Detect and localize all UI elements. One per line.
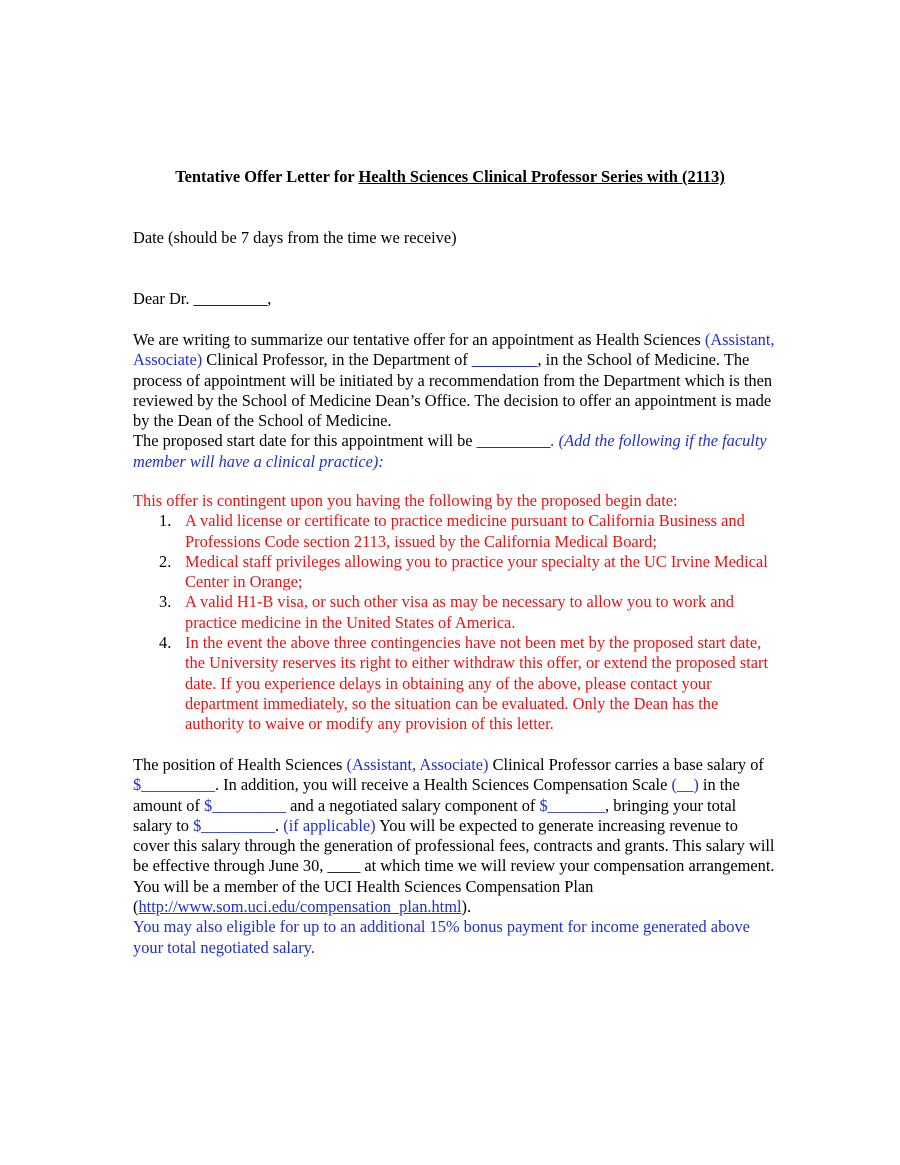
salary-text-7: . [275, 815, 284, 835]
salary-text-3: . In addition, you will receive a Health Sciences Compensation Scale [214, 775, 672, 795]
compensation-plan-link[interactable]: http://www.som.uci.edu/compensation_plan.html [138, 897, 462, 917]
salary-text-6: , bringing your total salary to [133, 795, 737, 835]
salary-text-9: ). [461, 897, 472, 917]
intro-text-1: We are writing to summarize our tentative offer for an appointment as Health Sciences [133, 330, 705, 349]
scale-blank: (__) [671, 775, 699, 795]
document-title [0, 167, 900, 187]
rank-placeholder: (Assistant, Associate) [133, 330, 775, 370]
list-text: A valid license or certificate to practice medicine pursuant to California Business and Professions Code section 2113, issued by the California Medical Board; [185, 511, 745, 551]
list-text: In the event the above three contingencies have not been met by the proposed start date, the University reserves its right to either withdraw this offer, or extend the proposed start date. If you experience delays in obtaining any of the above, please contact your department immediately, so the situation can be evaluated. Only the Dean has the authority to waive or modify any provision of this letter. [185, 633, 769, 734]
salutation: Dear Dr. _________, [133, 289, 272, 308]
start-date-blank: _________ [476, 431, 551, 451]
rank-placeholder: (Assistant, Associate) [346, 755, 489, 774]
list-number: 4. [159, 633, 172, 653]
contingency-section [133, 491, 778, 735]
list-number: 3. [159, 592, 172, 612]
title-underlined: Health Sciences Clinical Professor Series with (2113) [358, 167, 725, 186]
start-date-text: The proposed start date for this appointment will be [133, 431, 477, 451]
list-number: 2. [159, 551, 172, 571]
list-text: A valid H1-B visa, or such other visa as may be necessary to allow you to work and practice medicine in the United States of America. [185, 592, 734, 632]
salary-text-5: and a negotiated salary component of [285, 795, 540, 815]
salary-text-4: in the amount of [133, 775, 740, 815]
scale-amount-blank: $_________ [204, 795, 286, 815]
paragraph-intro [133, 330, 778, 472]
intro-text-3: , in the School of Medicine. The process of appointment will be initiated by a recommendation from the Department which is then reviewed by the School of Medicine Dean’s Office. The decision to offer an appointment is made by the Dean of the School of Medicine. [133, 350, 773, 431]
paragraph-salary [133, 755, 778, 958]
base-salary-blank: $_________ [133, 775, 215, 795]
contingency-intro: This offer is contingent upon you having the following by the proposed begin date: [133, 491, 678, 510]
date-line: Date (should be 7 days from the time we receive) [133, 228, 457, 247]
list-text: Medical staff privileges allowing you to practice your specialty at the UC Irvine Medical Center in Orange; [185, 551, 768, 592]
total-salary-blank: $_________ [193, 815, 276, 835]
intro-text-2: Clinical Professor, in the Department of [202, 350, 472, 370]
list-number: 1. [159, 511, 172, 531]
negotiated-blank: $_______ [539, 795, 606, 815]
list-item [133, 592, 778, 633]
clinical-note: . (Add the following if the faculty member will have a clinical practice): [133, 431, 767, 471]
if-applicable-note: (if applicable) [283, 815, 376, 835]
salary-text-1: The position of Health Sciences [133, 755, 347, 774]
bonus-note: You may also eligible for up to an additional 15% bonus payment for income generated above your total negotiated salary. [133, 917, 750, 957]
salary-text-8: You will be expected to generate increasing revenue to cover this salary through the generation of professional fees, contracts and grants. This salary will be effective through June 30, ____ at which time we will review your compensation arrangement. You will be a member of the UCI Health Sciences Compensation Plan ( [133, 815, 775, 917]
contingency-list [133, 511, 778, 734]
list-item [133, 511, 778, 552]
title-lead: Tentative Offer Letter for [175, 167, 359, 186]
department-blank: ________ [471, 350, 538, 370]
list-item [133, 633, 778, 734]
list-item [133, 552, 778, 593]
salary-text-2: Clinical Professor carries a base salary of [488, 755, 764, 774]
